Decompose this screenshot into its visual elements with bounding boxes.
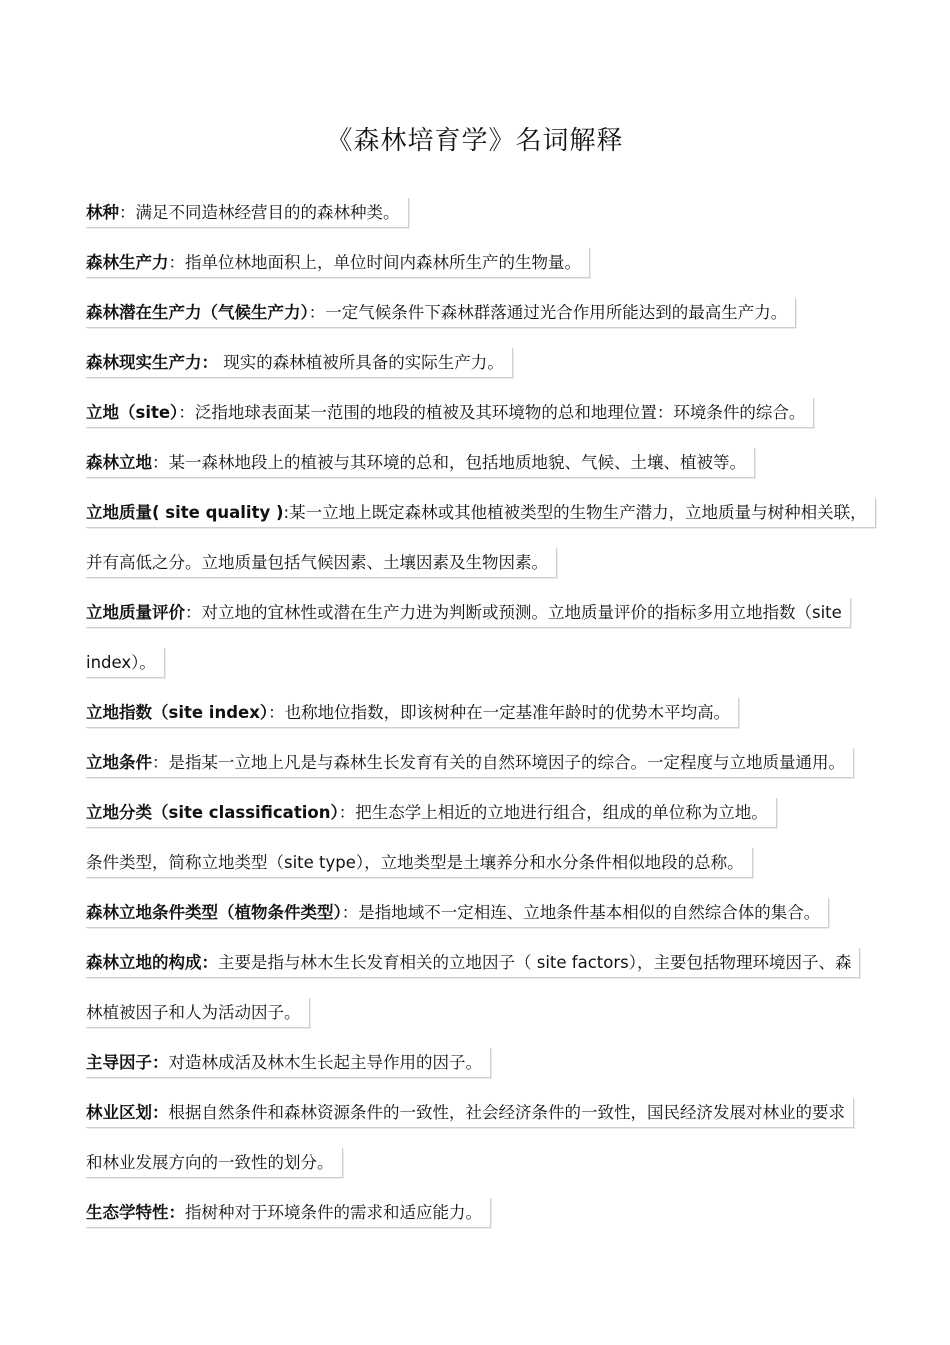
definition-line xyxy=(86,748,854,778)
definition-line xyxy=(86,1198,491,1228)
definition-text: ：也称地位指数，即该树种在一定基准年龄时的优势木平均高。 xyxy=(268,703,731,722)
definition-line xyxy=(86,448,755,478)
definition-line xyxy=(86,198,409,228)
term-label: 森林潜在生产力（气候生产力） xyxy=(86,303,309,322)
definition-text: 指树种对于环境条件的需求和适应能力。 xyxy=(185,1203,482,1222)
definition-line xyxy=(86,298,796,328)
term-label: 立地指数（site index） xyxy=(86,703,269,722)
term-label: 森林生产力 xyxy=(86,253,169,272)
definition-text: ：对立地的宜林性或潜在生产力进为判断或预测。立地质量评价的指标多用立地指数（site xyxy=(185,603,842,622)
definition-line xyxy=(86,698,739,728)
term-label: 立地分类（site classification） xyxy=(86,803,339,822)
definition-text: ：泛指地球表面某一范围的地段的植被及其环境物的总和地理位置：环境条件的综合。 xyxy=(178,403,806,422)
definition-continuation xyxy=(86,1148,343,1178)
definition-text: ：是指某一立地上凡是与森林生长发育有关的自然环境因子的综合。一定程度与立地质量通用。 xyxy=(152,753,845,772)
definition-text: ：一定气候条件下森林群落通过光合作用所能达到的最高生产力。 xyxy=(308,303,788,322)
definition-text: ：某一森林地段上的植被与其环境的总和，包括地质地貌、气候、土壤、植被等。 xyxy=(152,453,746,472)
term-label: 森林现实生产力： xyxy=(86,353,218,372)
definition-text: 现实的森林植被所具备的实际生产力。 xyxy=(218,353,504,372)
definition-text: 林植被因子和人为活动因子。 xyxy=(86,1003,301,1022)
term-label: 主导因子： xyxy=(86,1053,169,1072)
term-label: 立地质量( site quality ) xyxy=(86,503,284,522)
term-label: 林业区划： xyxy=(86,1103,169,1122)
definition-text: ：是指地域不一定相连、立地条件基本相似的自然综合体的集合。 xyxy=(341,903,821,922)
definition-text: 对造林成活及林木生长起主导作用的因子。 xyxy=(168,1053,482,1072)
definition-line xyxy=(86,898,829,928)
term-label: 立地质量评价 xyxy=(86,603,185,622)
definition-text: :某一立地上既定森林或其他植被类型的生物生产潜力，立地质量与树种相关联， xyxy=(283,503,867,522)
term-label: 林种 xyxy=(86,203,119,222)
definition-continuation xyxy=(86,648,165,678)
definition-continuation xyxy=(86,848,753,878)
definition-text: 根据自然条件和森林资源条件的一致性，社会经济条件的一致性，国民经济发展对林业的要求 xyxy=(168,1103,845,1122)
page-title: 《森林培育学》名词解释 xyxy=(326,126,624,156)
definition-text: index）。 xyxy=(86,653,156,672)
definition-line xyxy=(86,1048,491,1078)
definition-text: 主要是指与林木生长发育相关的立地因子（ site factors），主要包括物理环境因子、森 xyxy=(218,953,852,972)
definition-text: ：把生态学上相近的立地进行组合，组成的单位称为立地。 xyxy=(338,803,768,822)
term-label: 立地条件 xyxy=(86,753,152,772)
definition-text: 和林业发展方向的一致性的划分。 xyxy=(86,1153,334,1172)
term-label: 生态学特性： xyxy=(86,1203,185,1222)
definition-line xyxy=(86,948,860,978)
definition-text: ：满足不同造林经营目的的森林种类。 xyxy=(119,203,400,222)
definition-line xyxy=(86,798,777,828)
definition-continuation xyxy=(86,548,557,578)
definition-line xyxy=(86,248,590,278)
definition-text: 并有高低之分。立地质量包括气候因素、土壤因素及生物因素。 xyxy=(86,553,548,572)
definition-line xyxy=(86,348,513,378)
definition-text: ：指单位林地面积上，单位时间内森林所生产的生物量。 xyxy=(168,253,581,272)
term-label: 森林立地的构成： xyxy=(86,953,218,972)
term-label: 森林立地 xyxy=(86,453,152,472)
definition-text: 条件类型，简称立地类型（site type），立地类型是土壤养分和水分条件相似地段的总称。 xyxy=(86,853,744,872)
definition-line xyxy=(86,498,876,528)
definition-continuation xyxy=(86,998,310,1028)
definition-line xyxy=(86,1098,854,1128)
definition-line xyxy=(86,598,851,628)
definition-line xyxy=(86,398,814,428)
term-label: 立地（site） xyxy=(86,403,179,422)
term-label: 森林立地条件类型（植物条件类型） xyxy=(86,903,342,922)
